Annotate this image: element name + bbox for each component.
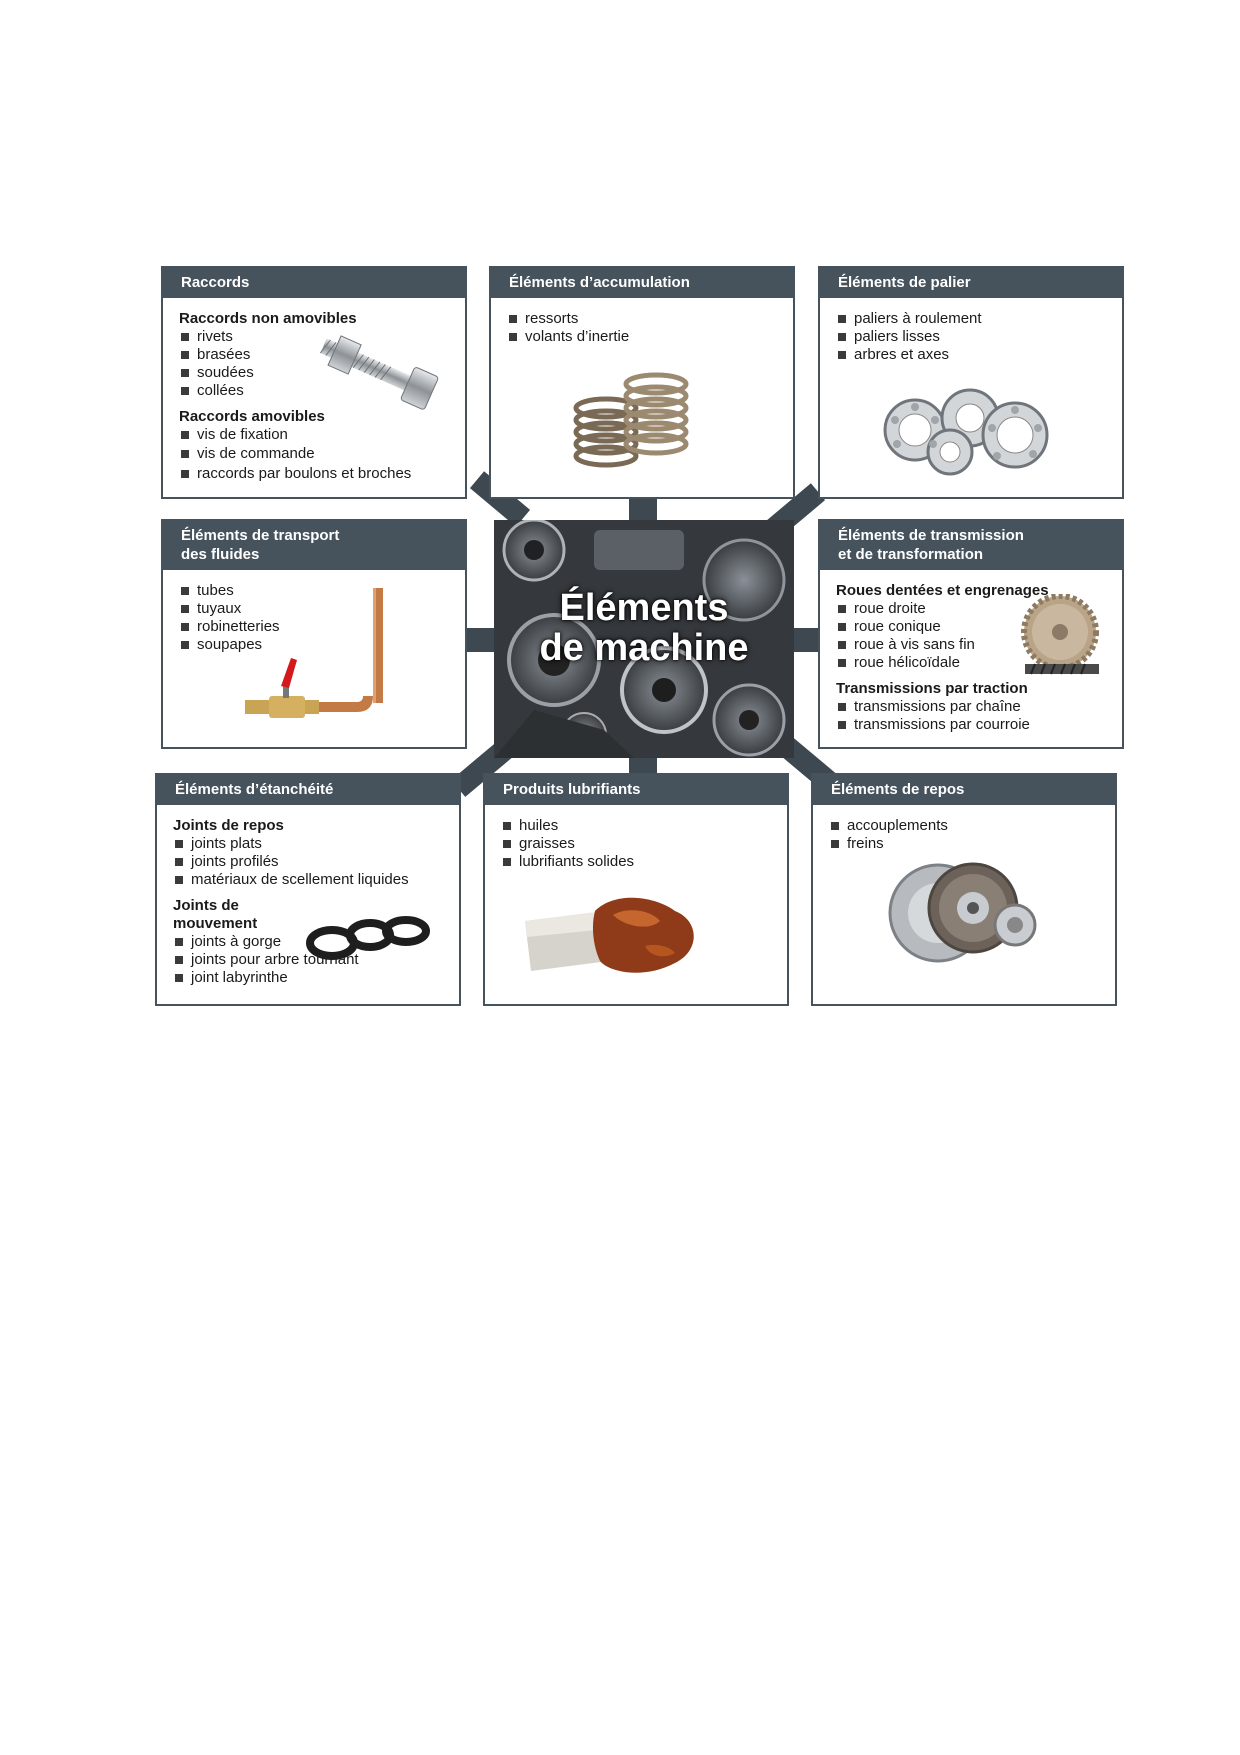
subheading: Raccords amovibles bbox=[179, 408, 325, 425]
card-title: Éléments d’étanchéité bbox=[157, 775, 459, 805]
card-title: Éléments d’accumulation bbox=[491, 268, 793, 298]
springs-icon bbox=[556, 366, 706, 481]
card-title-line: des fluides bbox=[181, 546, 260, 563]
list-item: collées bbox=[179, 382, 449, 400]
card-title: Éléments de repos bbox=[813, 775, 1115, 805]
list-item: roue à vis sans fin bbox=[836, 636, 1106, 654]
list-item: freins bbox=[829, 835, 1099, 853]
card-title-line: Éléments de transport bbox=[181, 527, 340, 544]
list-item: transmissions par chaîne bbox=[836, 698, 1106, 716]
list-item: transmissions par courroie bbox=[836, 716, 1106, 734]
list-item: joints plats bbox=[173, 835, 443, 853]
list-item: lubrifiants solides bbox=[501, 853, 771, 871]
list bbox=[836, 310, 1106, 364]
bolt-nut-icon bbox=[308, 326, 448, 416]
pipe-valve-icon bbox=[243, 588, 393, 728]
list-item: robinetteries bbox=[179, 618, 449, 636]
list-item: tuyaux bbox=[179, 600, 449, 618]
list-item: huiles bbox=[501, 817, 771, 835]
card-palier bbox=[818, 266, 1124, 499]
clutch-icon bbox=[883, 853, 1043, 973]
subheading-line: Joints de bbox=[173, 897, 239, 914]
list-item: matériaux de scellement liquides bbox=[173, 871, 443, 889]
list-item: joints profilés bbox=[173, 853, 443, 871]
list-item: joints pour arbre tournant bbox=[173, 951, 443, 969]
list bbox=[836, 698, 1106, 734]
list-item: brasées bbox=[179, 346, 449, 364]
list-item: paliers lisses bbox=[836, 328, 1106, 346]
list-item: tubes bbox=[179, 582, 449, 600]
list-item: joint labyrinthe bbox=[173, 969, 443, 987]
subheading-line: mouvement bbox=[173, 915, 258, 932]
subheading: Raccords non amovibles bbox=[179, 310, 357, 327]
list-item: paliers à roulement bbox=[836, 310, 1106, 328]
seal-rings-icon bbox=[302, 913, 437, 963]
card-raccords bbox=[161, 266, 467, 499]
list-item: ressorts bbox=[507, 310, 777, 328]
card-transport bbox=[161, 519, 467, 749]
subheading: Joints de repos bbox=[173, 817, 284, 834]
subheading: Transmissions par traction bbox=[836, 680, 1028, 697]
list-item: accouplements bbox=[829, 817, 1099, 835]
card-title: Éléments de palier bbox=[820, 268, 1122, 298]
card-title bbox=[820, 521, 1122, 570]
list-item: soudées bbox=[179, 364, 449, 382]
list-item: rivets bbox=[179, 328, 449, 346]
list-item: soupapes bbox=[179, 636, 449, 654]
list-item: graisses bbox=[501, 835, 771, 853]
card-repos bbox=[811, 773, 1117, 1006]
card-title: Raccords bbox=[163, 268, 465, 298]
list-item: roue droite bbox=[836, 600, 1106, 618]
center-title-line2: de machine bbox=[539, 627, 749, 669]
bearings-icon bbox=[875, 380, 1055, 480]
card-etancheite bbox=[155, 773, 461, 1006]
worm-gear-icon bbox=[1015, 594, 1105, 684]
card-title bbox=[163, 521, 465, 570]
list-item: roue hélicoïdale bbox=[836, 654, 1106, 672]
list bbox=[173, 835, 443, 889]
list-item: joints à gorge bbox=[173, 933, 443, 951]
list-item: raccords par boulons et broches bbox=[179, 465, 449, 483]
grease-icon bbox=[525, 891, 725, 981]
center-title bbox=[494, 588, 794, 668]
list-item: roue conique bbox=[836, 618, 1106, 636]
card-accumulation bbox=[489, 266, 795, 499]
list-item: vis de commande bbox=[179, 445, 449, 463]
list bbox=[507, 310, 777, 346]
card-title: Produits lubrifiants bbox=[485, 775, 787, 805]
list-item: vis de fixation bbox=[179, 426, 449, 444]
center-hub bbox=[494, 520, 794, 758]
list bbox=[501, 817, 771, 871]
card-title-line: et de transformation bbox=[838, 546, 984, 563]
card-transmission bbox=[818, 519, 1124, 749]
card-title-line: Éléments de transmission bbox=[838, 527, 1024, 544]
list-item: arbres et axes bbox=[836, 346, 1106, 364]
list-item: volants d’inertie bbox=[507, 328, 777, 346]
subheading: Roues dentées et engrenages bbox=[836, 582, 1049, 599]
list bbox=[179, 426, 449, 483]
card-lubrifiants bbox=[483, 773, 789, 1006]
list bbox=[829, 817, 1099, 853]
center-title-line1: Éléments bbox=[559, 587, 729, 629]
